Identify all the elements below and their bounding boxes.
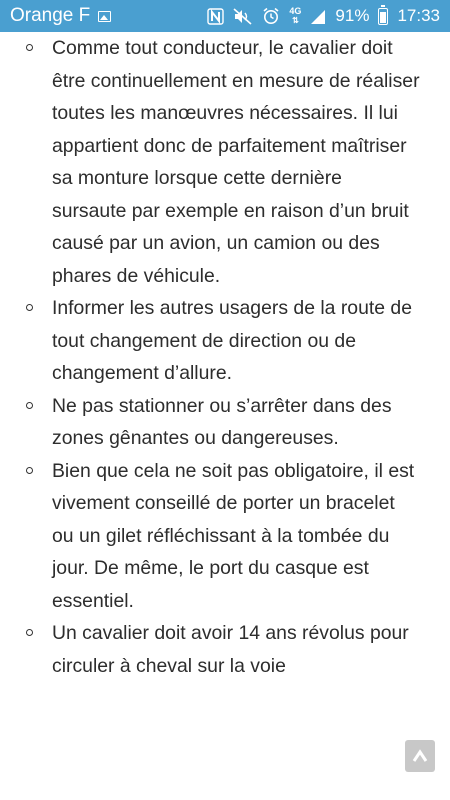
- list-item-text: Informer les autres usagers de la route de tout changement de direction ou de changement d’allure.: [52, 297, 412, 384]
- bullet-icon: [26, 304, 33, 311]
- list-item: [0, 390, 450, 455]
- alarm-icon: [262, 7, 280, 25]
- list-item: [0, 617, 450, 682]
- list-item: [0, 455, 450, 618]
- list-item: [0, 292, 450, 390]
- list-item-text: Ne pas stationner ou s’arrêter dans des zones gênantes ou dangereuses.: [52, 394, 392, 449]
- bullet-icon: [26, 402, 33, 409]
- network-4g-icon: 4G ⇅: [289, 6, 302, 25]
- bullet-icon: [26, 44, 33, 51]
- list-item-text: Un cavalier doit avoir 14 ans révolus pour circuler à cheval sur la voie: [52, 622, 409, 677]
- chevron-up-icon: [412, 749, 428, 763]
- clock: 17:33: [397, 6, 440, 25]
- list-item: [0, 32, 450, 292]
- battery-percent: 91%: [335, 6, 370, 25]
- list-item-text: Bien que cela ne soit pas obligatoire, il est vivement conseillé de porter un bracelet ou un gilet réfléchissant à la tombée du jour. De même, le port du casque est essentiel.: [52, 459, 415, 612]
- status-bar: [0, 0, 450, 32]
- bullet-icon: [26, 629, 33, 636]
- list-item-text: Comme tout conducteur, le cavalier doit être continuellement en mesure de réaliser toutes les manœuvres nécessaires. Il lui appartient donc de parfaitement maîtriser sa monture lorsque cette dernière sursaute par exemple en raison d’un bruit causé par un avion, un camion ou des phares de véhicule.: [52, 37, 420, 287]
- mute-icon: [233, 8, 253, 25]
- network-type-label: 4G: [289, 6, 302, 16]
- nfc-icon: [207, 8, 224, 25]
- battery-icon: [378, 8, 388, 25]
- carrier-name: Orange F: [10, 5, 91, 26]
- rules-list: [0, 32, 450, 682]
- scroll-to-top-button[interactable]: [405, 740, 435, 772]
- bullet-icon: [26, 467, 33, 474]
- signal-icon: [310, 8, 326, 25]
- image-notification-icon: [98, 11, 111, 22]
- article-content: [0, 32, 450, 800]
